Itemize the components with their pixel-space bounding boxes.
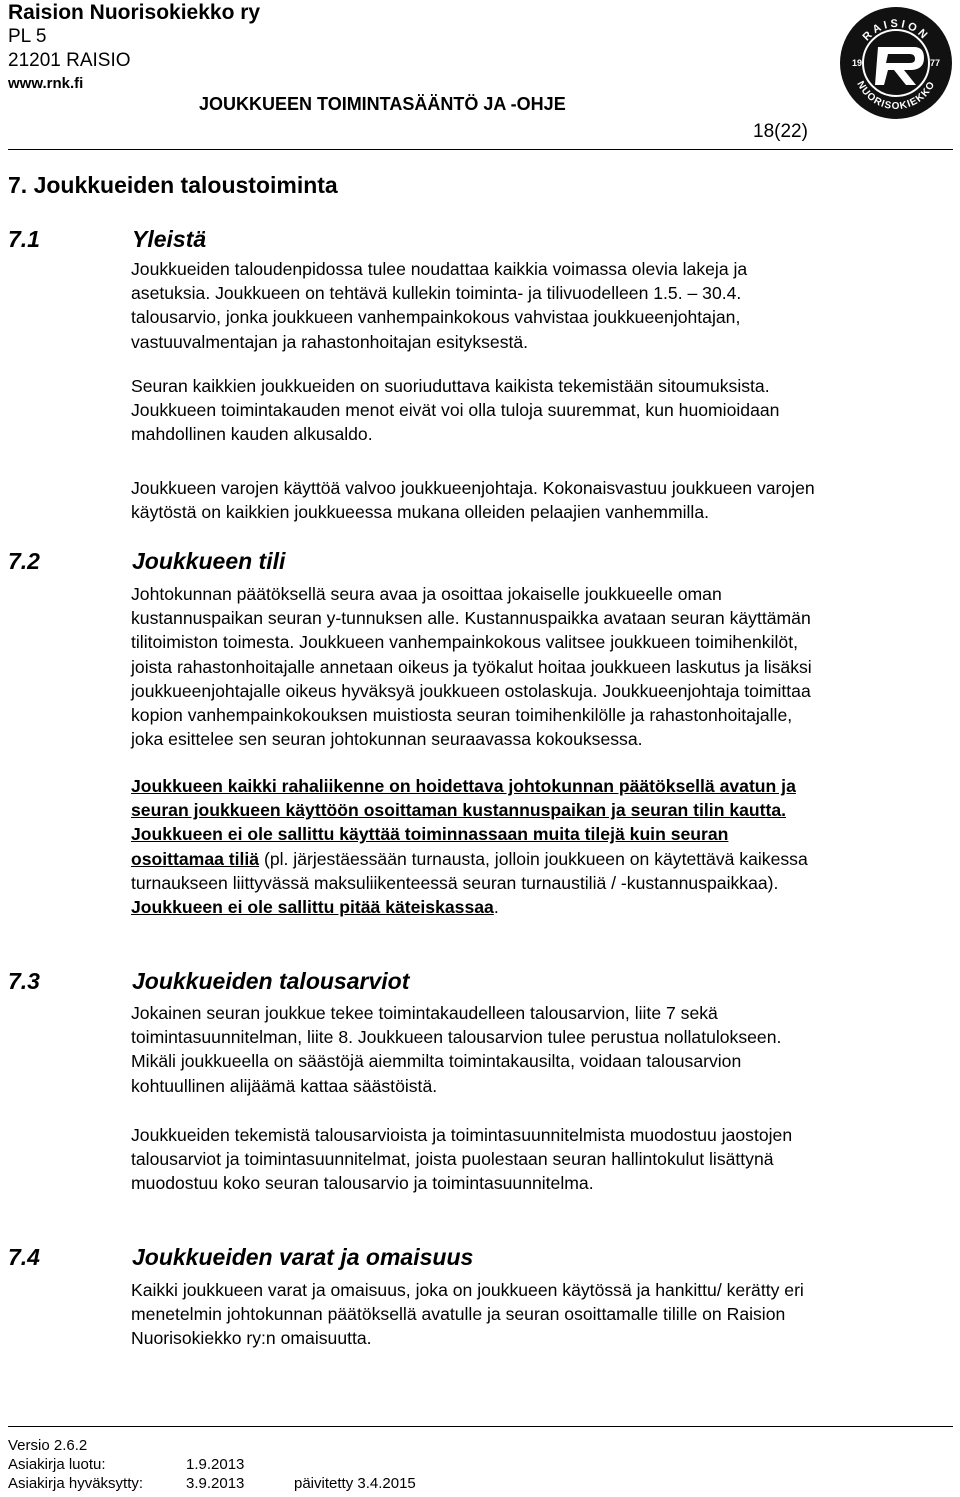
logo-top-text: RAISION bbox=[860, 17, 932, 44]
section-title: Joukkueen tili bbox=[132, 548, 286, 574]
emphasis-line: Joukkueen ei ole sallittu käyttää toiminnassaan muita tilejä kuin seuran bbox=[131, 824, 729, 845]
text-line: Seuran kaikkien joukkueiden on suoriuduttava kaikista tekemistään sitoumuksista. bbox=[131, 376, 770, 396]
text-line: joukkueenjohtajalle oikeus hyväksyä joukkueen ostolaskuja. Joukkueenjohtaja toimittaa bbox=[131, 680, 811, 701]
mixed-line bbox=[131, 895, 960, 919]
section-7-1-paragraph-3 bbox=[131, 476, 960, 524]
footer-version: Versio 2.6.2 bbox=[8, 1437, 88, 1454]
footer-created-label: Asiakirja luotu: bbox=[8, 1456, 106, 1473]
section-heading-7-1 bbox=[8, 225, 206, 253]
section-7-4-paragraph-1 bbox=[131, 1278, 960, 1351]
footer-approved-row bbox=[8, 1475, 508, 1492]
section-title: Joukkueiden varat ja omaisuus bbox=[132, 1244, 474, 1270]
section-title: Yleistä bbox=[132, 226, 207, 252]
text-line: toimintasuunnitelman, liite 8. Joukkueen talousarvion tulee perustua nollatulokseen. bbox=[131, 1027, 782, 1048]
text-line: Johtokunnan päätöksellä seura avaa ja osoittaa jokaiselle joukkueelle oman bbox=[131, 584, 722, 604]
section-7-2-paragraph-1 bbox=[131, 582, 960, 751]
emphasis-text: osoittamaa tiliä bbox=[131, 848, 260, 869]
text-line: kohtuullinen alijäämä kattaa säästöistä. bbox=[131, 1075, 438, 1096]
text-line: talousarviot ja toimintasuunnitelmat, joista puolestaan seuran hallintokulut lisättynä bbox=[131, 1149, 774, 1170]
footer-divider bbox=[8, 1426, 953, 1427]
text-line: turnaukseen liittyvässä maksuliikenteessä seuran turnaustiliä / -kustannuspaikkaa). bbox=[131, 872, 779, 893]
section-7-2-emphasis-paragraph bbox=[131, 774, 960, 919]
text-line: Joukkueiden taloudenpidossa tulee noudattaa kaikkia voimassa olevia lakeja ja bbox=[131, 259, 748, 279]
text-line: talousarvio, jonka joukkueen vanhempainkokous vahvistaa joukkueenjohtajan, bbox=[131, 307, 741, 328]
text-line: Mikäli joukkueella on säästöjä aiemmilta toimintakausilta, voidaan talousarvion bbox=[131, 1051, 742, 1072]
logo-bottom-text: NUORISOKIEKKO bbox=[854, 79, 938, 112]
text-line: Joukkueen varojen käyttöä valvoo joukkueenjohtaja. Kokonaisvastuu joukkueen varojen bbox=[131, 478, 815, 498]
address-line-1: PL 5 bbox=[8, 26, 47, 47]
text-line: kopion vanhempainkokouksen muistiosta seuran toimihenkilölle ja rahastonhoitajalle, bbox=[131, 705, 793, 726]
text-line: vastuuvalmentajan ja rahastonhoitajan esityksestä. bbox=[131, 331, 529, 352]
text-line: mahdollinen kauden alkusaldo. bbox=[131, 424, 373, 445]
text-line: Jokainen seuran joukkue tekee toimintakaudelleen talousarvion, liite 7 sekä bbox=[131, 1003, 718, 1023]
header-divider bbox=[8, 149, 953, 150]
text-line: Joukkueen toimintakauden menot eivät voi olla tuloja suuremmat, kun huomioidaan bbox=[131, 400, 780, 421]
emphasis-line: Joukkueen kaikki rahaliikenne on hoidettava johtokunnan päätöksellä avatun ja bbox=[131, 776, 796, 796]
club-logo bbox=[838, 5, 954, 121]
mixed-line bbox=[131, 847, 960, 871]
text-line: joista rahastonhoitajalle annetaan oikeus ja työkalut hoitaa joukkueen laskutus ja lisäksi bbox=[131, 656, 812, 677]
text-line: Nuorisokiekko ry:n omaisuutta. bbox=[131, 1328, 372, 1349]
organization-name: Raision Nuorisokiekko ry bbox=[8, 1, 261, 24]
plain-text: . bbox=[493, 897, 499, 918]
footer-updated: päivitetty 3.4.2015 bbox=[294, 1475, 416, 1492]
text-line: Kaikki joukkueen varat ja omaisuus, joka on joukkueen käytössä ja hankittu/ kerätty eri bbox=[131, 1280, 804, 1300]
footer-created-date: 1.9.2013 bbox=[186, 1456, 245, 1473]
text-line: Joukkueiden tekemistä talousarvioista ja toimintasuunnitelmista muodostuu jaostojen bbox=[131, 1125, 793, 1145]
website-link[interactable]: www.rnk.fi bbox=[8, 75, 84, 92]
chapter-heading: 7. Joukkueiden taloustoiminta bbox=[8, 172, 338, 198]
footer-approved-date: 3.9.2013 bbox=[186, 1475, 245, 1492]
text-line: joka esittelee sen seuran johtokunnan seuraavassa kokouksessa. bbox=[131, 729, 643, 750]
plain-text: (pl. järjestäessään turnausta, jolloin joukkueen on käytettävä kaikessa bbox=[259, 848, 808, 869]
footer-approved-label: Asiakirja hyväksytty: bbox=[8, 1475, 144, 1492]
text-line: tilitoimiston toimesta. Joukkueen vanhempainkokous valitsee joukkueen toimihenkilöt, bbox=[131, 632, 798, 653]
section-number: 7.4 bbox=[8, 1244, 40, 1270]
text-line: menetelmin johtokunnan päätöksellä avatulle ja seuran osoittamalle tilille on Raision bbox=[131, 1304, 786, 1325]
text-line: käytöstä on kaikkien joukkueessa mukana olleiden pelaajien vanhemmilla. bbox=[131, 502, 709, 523]
page-number: 18(22) bbox=[753, 121, 808, 142]
section-heading-7-4 bbox=[8, 1243, 473, 1271]
section-number: 7.2 bbox=[8, 548, 40, 574]
section-7-1-paragraph-2 bbox=[131, 374, 960, 447]
section-7-3-paragraph-1 bbox=[131, 1001, 960, 1098]
text-line: kustannuspaikan seuran y-tunnuksen alle. Kustannuspaikka avataan seuran käyttämän bbox=[131, 608, 811, 629]
emphasis-text: Joukkueen ei ole sallittu pitää käteiskassaa bbox=[131, 897, 494, 918]
section-number: 7.3 bbox=[8, 968, 40, 994]
text-line: asetuksia. Joukkueen on tehtävä kullekin toiminta- ja tilivuodelleen 1.5. – 30.4. bbox=[131, 283, 742, 304]
logo-year-right: 77 bbox=[930, 58, 941, 68]
logo-year-left: 19 bbox=[852, 58, 863, 68]
section-7-1-paragraph-1 bbox=[131, 257, 960, 354]
emphasis-line: seuran joukkueen käyttöön osoittaman kustannuspaikan ja seuran tilin kautta. bbox=[131, 800, 787, 821]
address-line-2: 21201 RAISIO bbox=[8, 50, 131, 71]
footer-created-row bbox=[8, 1456, 508, 1473]
text-line: muodostuu koko seuran talousarvio ja toimintasuunnitelma. bbox=[131, 1173, 594, 1194]
section-heading-7-2 bbox=[8, 547, 285, 575]
section-number: 7.1 bbox=[8, 226, 40, 252]
section-heading-7-3 bbox=[8, 967, 409, 995]
section-title: Joukkueiden talousarviot bbox=[132, 968, 410, 994]
document-title: JOUKKUEEN TOIMINTASÄÄNTÖ JA -OHJE bbox=[199, 94, 566, 114]
section-7-3-paragraph-2 bbox=[131, 1123, 960, 1196]
